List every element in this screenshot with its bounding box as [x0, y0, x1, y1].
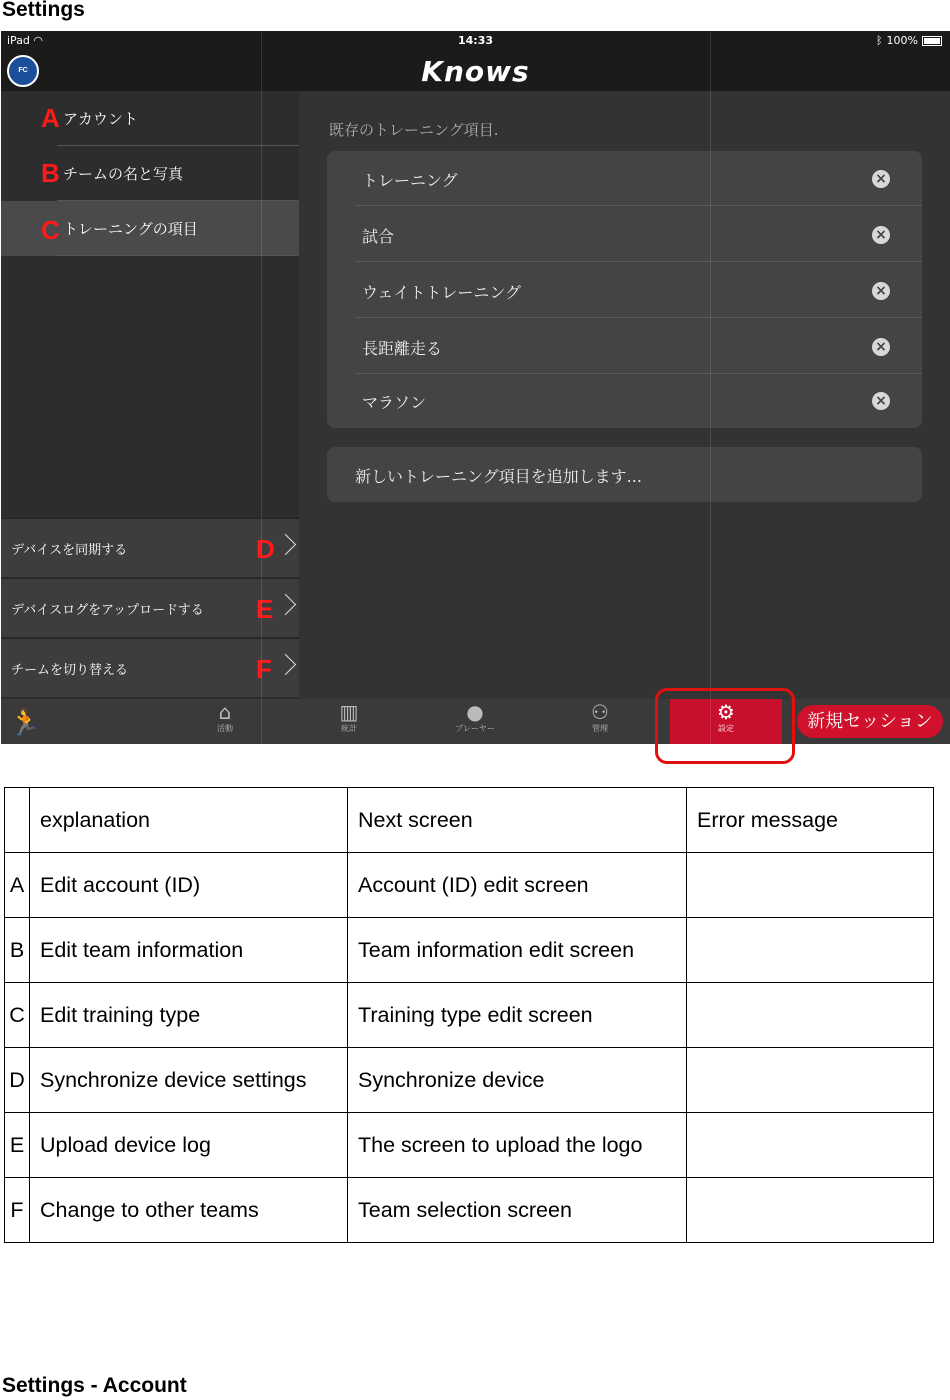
person-icon: ●	[466, 700, 484, 724]
people-icon: ⚇	[591, 700, 609, 724]
table-cell: The screen to upload the logo	[348, 1113, 687, 1178]
annotation-mark: F	[256, 654, 272, 684]
table-cell: Synchronize device	[348, 1048, 687, 1113]
table-row	[5, 1178, 934, 1243]
team-logo[interactable]: FC	[7, 55, 39, 87]
list-item[interactable]	[355, 151, 922, 206]
delete-icon[interactable]: ×	[872, 338, 890, 356]
upload-device-log-button[interactable]	[1, 578, 299, 637]
table-cell	[687, 918, 934, 983]
table-cell: D	[5, 1048, 30, 1113]
annotation-mark: B	[41, 158, 60, 188]
table-cell: Upload device log	[30, 1113, 348, 1178]
doc-heading-settings: Settings	[2, 0, 85, 21]
training-types-panel	[299, 91, 950, 699]
tab-label: プレーヤー	[455, 724, 495, 733]
list-item-label: 長距離走る	[362, 339, 443, 358]
table-cell: Edit account (ID)	[30, 853, 348, 918]
table-cell: Change to other teams	[30, 1178, 348, 1243]
wifi-icon: ◠	[33, 34, 44, 47]
action-label: チームを切り替える	[11, 663, 129, 678]
annotation-mark: E	[256, 594, 274, 624]
bluetooth-icon: ᛒ	[875, 34, 883, 47]
doc-heading-settings-account: Settings - Account	[2, 1374, 187, 1397]
runner-icon[interactable]: 🏃	[9, 707, 42, 737]
table-row	[5, 1048, 934, 1113]
battery-percent: 100%	[886, 34, 918, 47]
tab-label: 設定	[718, 724, 734, 733]
nav-bar	[1, 51, 950, 91]
table-cell: E	[5, 1113, 30, 1178]
list-item-label: トレーニング	[362, 171, 458, 190]
ipad-screenshot	[1, 31, 950, 744]
list-item[interactable]	[355, 319, 922, 374]
sidebar-item-account[interactable]	[1, 91, 299, 146]
add-training-type-button[interactable]	[327, 447, 922, 502]
table-header: Next screen	[348, 788, 687, 853]
sidebar-item-label: アカウント	[63, 110, 138, 128]
status-time: 14:33	[457, 34, 493, 47]
new-session-button[interactable]: 新規セッション	[797, 705, 943, 738]
list-item[interactable]	[355, 207, 922, 262]
table-row	[5, 1113, 934, 1178]
settings-tab-highlight	[655, 688, 795, 764]
status-device: iPad ◠	[7, 34, 44, 47]
delete-icon[interactable]: ×	[872, 226, 890, 244]
bank-icon: ⌂	[218, 700, 232, 724]
status-bar	[1, 31, 950, 51]
tab-management[interactable]	[544, 699, 656, 744]
table-header: explanation	[30, 788, 348, 853]
table-cell: B	[5, 918, 30, 983]
table-cell	[687, 983, 934, 1048]
annotation-mark: A	[41, 103, 60, 133]
settings-sidebar	[1, 91, 299, 699]
battery-icon	[922, 36, 942, 46]
chevron-right-icon	[275, 594, 296, 615]
tab-stats[interactable]	[293, 699, 405, 744]
table-header: Error message	[687, 788, 934, 853]
chart-icon: ▥	[339, 700, 359, 724]
chevron-right-icon	[275, 534, 296, 555]
status-right	[876, 34, 942, 47]
table-header-row	[5, 788, 934, 853]
list-item-label: ウェイトトレーニング	[362, 283, 522, 302]
table-cell: F	[5, 1178, 30, 1243]
table-row	[5, 918, 934, 983]
table-cell: Edit team information	[30, 918, 348, 983]
settings-spec-table	[4, 787, 934, 1243]
switch-team-button[interactable]	[1, 638, 299, 697]
tab-label: 統計	[341, 724, 357, 733]
app-title: Knows	[421, 55, 530, 88]
annotation-mark: D	[256, 534, 275, 564]
table-cell: Account (ID) edit screen	[348, 853, 687, 918]
delete-icon[interactable]: ×	[872, 282, 890, 300]
action-label: デバイスログをアップロードする	[11, 603, 204, 618]
annotation-mark: C	[41, 215, 60, 245]
tab-players[interactable]	[419, 699, 531, 744]
sidebar-item-training-types[interactable]	[1, 201, 299, 256]
tab-label: 活動	[217, 724, 233, 733]
table-cell: Edit training type	[30, 983, 348, 1048]
table-cell: Synchronize device settings	[30, 1048, 348, 1113]
table-cell: Team information edit screen	[348, 918, 687, 983]
list-item[interactable]	[355, 263, 922, 318]
sidebar-item-label: チームの名と写真	[63, 165, 184, 183]
sidebar-item-team-name-photo[interactable]	[1, 146, 299, 201]
chevron-right-icon	[275, 654, 296, 675]
delete-icon[interactable]: ×	[872, 392, 890, 410]
table-cell: Training type edit screen	[348, 983, 687, 1048]
table-cell: C	[5, 983, 30, 1048]
tab-label: 管理	[592, 724, 608, 733]
add-training-type-label: 新しいトレーニング項目を追加します...	[355, 467, 642, 486]
list-item[interactable]	[355, 373, 922, 428]
gear-icon: ⚙	[717, 700, 735, 724]
table-cell	[687, 853, 934, 918]
tab-bar	[1, 699, 950, 744]
sidebar-item-label: トレーニングの項目	[63, 220, 198, 238]
tab-activity[interactable]	[169, 699, 281, 744]
training-type-list	[327, 151, 922, 428]
list-item-label: 試合	[362, 227, 395, 246]
list-item-label: マラソン	[362, 393, 427, 412]
table-cell	[687, 1113, 934, 1178]
guide-line	[710, 31, 711, 744]
delete-icon[interactable]: ×	[872, 170, 890, 188]
action-label: デバイスを同期する	[11, 543, 128, 558]
table-cell	[687, 1048, 934, 1113]
table-cell: A	[5, 853, 30, 918]
table-row	[5, 853, 934, 918]
section-label: 既存のトレーニング項目.	[329, 121, 499, 139]
table-header	[5, 788, 30, 853]
guide-line	[261, 31, 262, 744]
table-cell	[687, 1178, 934, 1243]
table-row	[5, 983, 934, 1048]
sync-device-button[interactable]	[1, 518, 299, 577]
table-cell: Team selection screen	[348, 1178, 687, 1243]
